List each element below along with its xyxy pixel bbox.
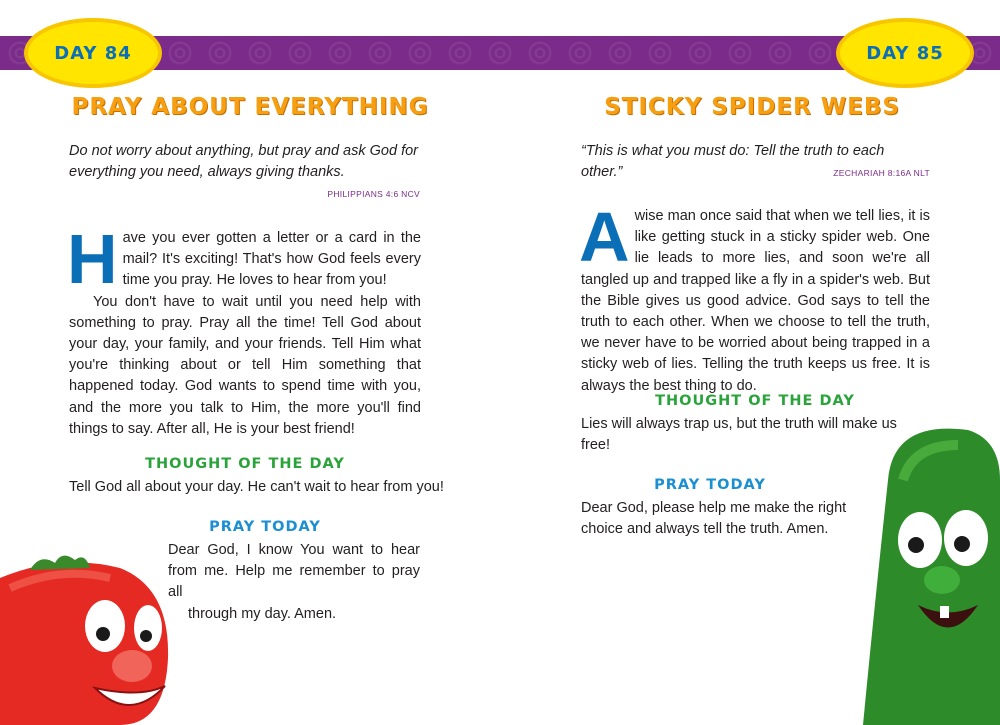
verse-reference-left: PHILIPPIANS 4:6 NCV — [327, 189, 420, 199]
drop-cap-left: H — [67, 220, 118, 298]
verse-left: Do not worry about anything, but pray and ask God for everything you need, always giving thanks. — [69, 143, 419, 180]
paragraph-1-left: ave you ever gotten a letter or a card in the mail? It's exciting! That's how God feels every time you pray. He loves to hear from you! — [122, 230, 421, 289]
paragraph-2-left: You don't have to wait until you need help with something to pray. Pray all the time! Tell God about your day, your family, and your friends. Tell Him what you're thinking about or tell Him something that happened today. God wants to spend time with you, and the more you talk to Him, the more you'll find things to say. After all, He is your best friend! — [69, 293, 421, 437]
body-text-left — [67, 220, 421, 440]
pray-heading-right: PRAY TODAY — [654, 477, 766, 493]
prayer-text-left — [168, 540, 420, 625]
thought-text-right: Lies will always trap us, but the truth will make us free! — [581, 416, 897, 454]
thought-text-left: Tell God all about your day. He can't wait to hear from you! — [69, 479, 444, 495]
page-title-left: PRAY ABOUT EVERYTHING — [71, 94, 429, 120]
thought-heading-left: THOUGHT OF THE DAY — [145, 456, 345, 472]
day-84-badge — [24, 18, 162, 88]
paragraph-1-right: wise man once said that when we tell lies, it is like getting stuck in a sticky spider web. One lie leads to more lies, and soon we're all tangled up and trapped like a fly in a spider's web. But the Bible gives us good advice. God says to tell the truth to each other. When we choose to tell the truth, we never have to be worried about being trapped in a sticky web of lies. Telling the truth keeps us free. It is always the best thing to do. — [581, 208, 930, 394]
day-label: DAY 85 — [866, 42, 944, 64]
drop-cap-right: A — [579, 198, 630, 276]
body-text-right — [579, 198, 930, 397]
pray-heading-left: PRAY TODAY — [209, 519, 321, 535]
prayer-text-right: Dear God, please help me make the right choice and always tell the truth. Amen. — [581, 500, 847, 538]
prayer-text-main: Dear God, I know You want to hear from me. Help me remember to pray all — [168, 542, 420, 601]
tomato-character-icon — [0, 548, 175, 725]
day-85-badge — [836, 18, 974, 88]
thought-heading-right: THOUGHT OF THE DAY — [655, 393, 855, 409]
day-label: DAY 84 — [54, 42, 132, 64]
page-title-right: STICKY SPIDER WEBS — [604, 94, 900, 120]
cucumber-character-icon — [858, 420, 1000, 725]
prayer-text-end: through my day. Amen. — [188, 605, 337, 622]
verse-reference-right: ZECHARIAH 8:16A NLT — [833, 168, 930, 178]
verse-right: “This is what you must do: Tell the truth to each other.” — [581, 143, 885, 180]
